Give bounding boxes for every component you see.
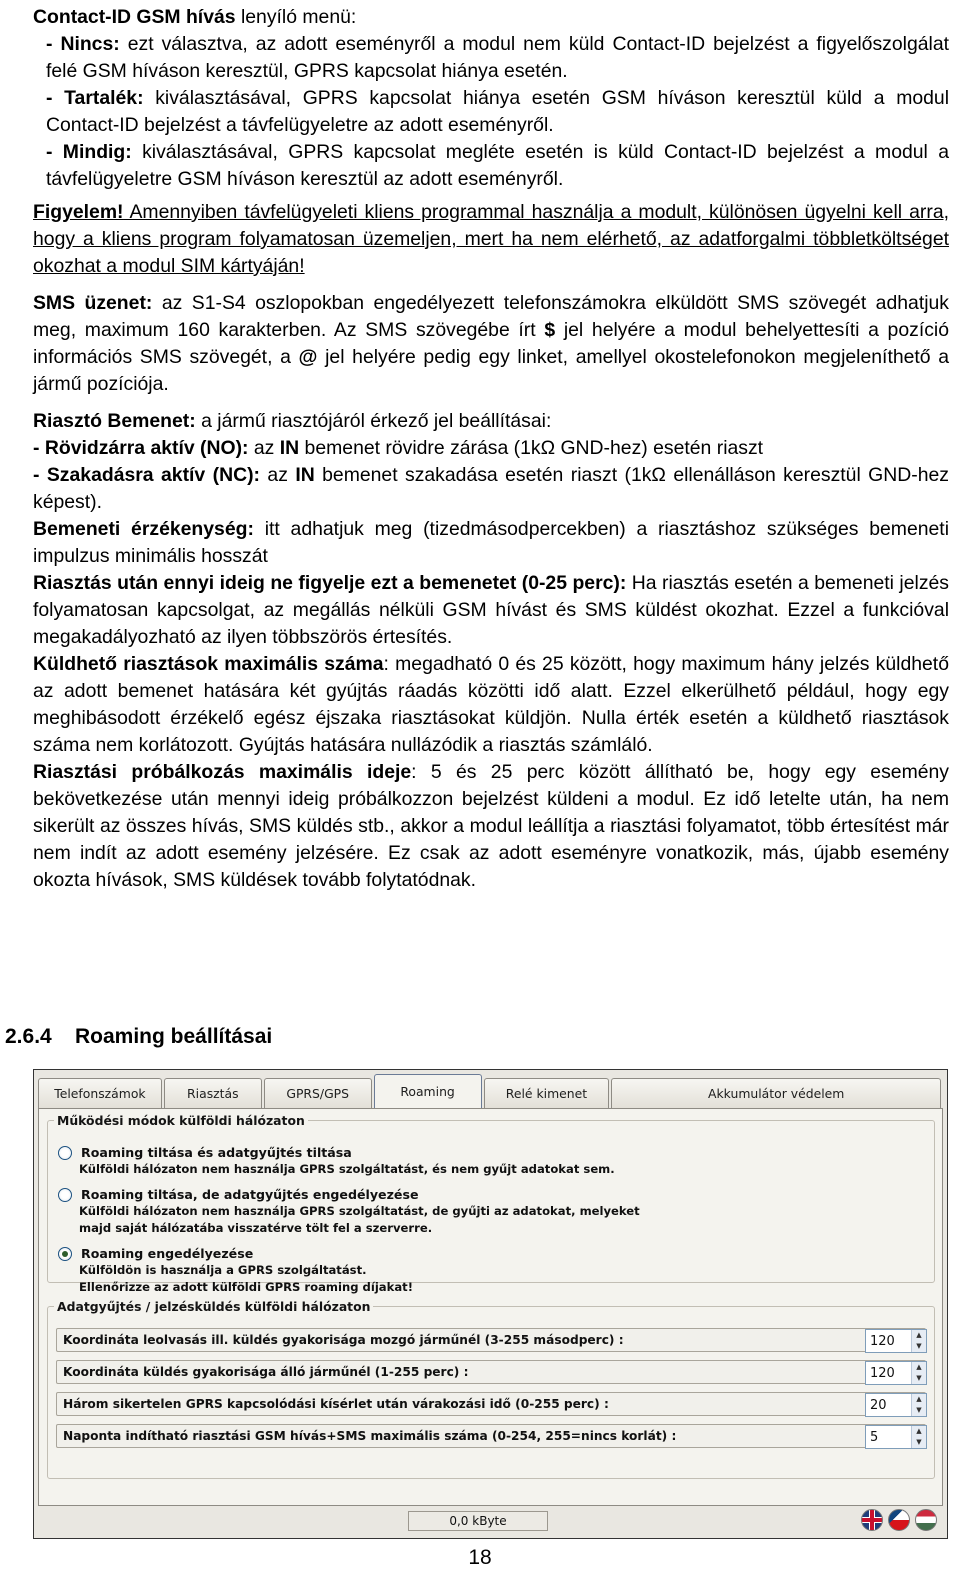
option-roaming-disabled-collect[interactable]: Roaming tiltása, de adatgyűjtés engedélyezése <box>58 1186 419 1203</box>
sms-paragraph: SMS üzenet: az S1-S4 oszlopokban engedélyezett telefonszámokra elküldött SMS szövegét adhatjuk meg, maximum 160 karakterben. Az SMS szövegébe írt $ jel helyére a modul behelyettesíti a pozíció információs SMS szövegét, a @ jel helyére pedig egy linket, amellyel okostelefonokon megjeleníthető a jármű pozíciója. <box>33 292 950 395</box>
roaming-panel <box>38 1108 943 1506</box>
max-time-paragraph: Riasztási próbálkozás maximális ideje: 5 és 25 perc között állítható be, hogy egy esemény bekövetkezése után mennyi ideig próbálkozzon bejelzést küldeni a modul. Ez idő letelte után, ha nem sikerült az összes hívás, SMS küldés stb., akkor a modul leállítja a riasztási folyamatot, több értesítést már nem indít az adott esemény jelzésére. Ez csak az adott eseményre vonatkozik, más, újabb esemény okozta hívások, SMS küldések tovább folytatódnak. <box>33 761 949 891</box>
document-body <box>33 4 949 894</box>
tab-gprs-gps[interactable]: GPRS/GPS <box>264 1078 372 1108</box>
riaszto-heading: Riasztó Bemenet: a jármű riasztójáról érkező jel beállításai: <box>33 410 552 432</box>
spin-up-icon[interactable]: ▲ <box>912 1362 926 1373</box>
tab-akkumulator-vedelem[interactable]: Akkumulátor védelem <box>611 1078 941 1108</box>
moving-interval-spinner[interactable]: 120 ▲ ▼ <box>865 1329 927 1353</box>
operating-modes-group <box>47 1113 935 1294</box>
section-heading <box>5 1025 272 1049</box>
option-roaming-enabled[interactable]: Roaming engedélyezése <box>58 1245 253 1262</box>
option-tartalek: - Tartalék: kiválasztásával, GPRS kapcsolat hiánya esetén GSM híváson keresztül küld a modul Contact-ID bejelzést a távfelügyeletre az adott eseményről. <box>46 87 950 136</box>
option-enabled-desc-1: Külföldön is használja a GPRS szolgáltatást. <box>79 1263 367 1277</box>
tab-bar <box>38 1074 943 1108</box>
option-nc: - Szakadásra aktív (NC): az IN bemenet szakadása esetén riaszt (1kΩ ellenálláson keresztül GND-hez képest). <box>33 464 949 513</box>
retry-wait-spinner[interactable]: 20 ▲ ▼ <box>865 1393 927 1417</box>
spin-up-icon[interactable]: ▲ <box>912 1330 926 1341</box>
section-number: 2.6.4 <box>5 1025 52 1048</box>
setting-daily-max-alarms: Naponta indítható riasztási GSM hívás+SMS maximális száma (0-254, 255=nincs korlát) : 5 ▲ ▼ <box>56 1424 926 1448</box>
flag-english-icon[interactable] <box>861 1509 883 1531</box>
ignore-paragraph: Riasztás után ennyi ideig ne figyelje ezt a bemenetet (0-25 perc): Ha riasztás esetén a bemeneti jelzés folyamatosan kapcsolgat, az megállás nélküli GSM hívást és SMS küldést okozhat. Ezzel a funkcióval megakadályozható az ilyen többszörös értesítés. <box>33 572 950 648</box>
roaming-settings-window <box>33 1069 948 1539</box>
tab-roaming[interactable]: Roaming <box>374 1074 482 1108</box>
max-alarms-paragraph: Küldhető riasztások maximális száma: megadható 0 és 25 között, hogy maximum hány jelzés küldhető az adott bemenet hatására két gyújtás ráadás közötti idő alatt. Ezzel elkerülhető például, hogy egy meghibásodott érzékelő egész éjszaka riasztásokat küldjön. Nulla érték esetén a küldhető riasztások száma nem korlátozott. Gyújtás hatására nullázódik a riasztás számláló. <box>33 653 949 756</box>
option-collect-desc-1: Külföldi hálózaton nem használja GPRS szolgáltatást, de gyűjti az adatokat, melyeket <box>79 1204 640 1218</box>
section-title: Roaming beállításai <box>75 1025 273 1048</box>
operating-modes-title: Működési módok külföldi hálózaton <box>57 1113 305 1128</box>
option-no: - Rövidzárra aktív (NO): az IN bemenet rövidre zárása (1kΩ GND-hez) esetén riaszt <box>33 437 764 459</box>
radio-icon[interactable] <box>58 1146 72 1160</box>
tab-telefonszamok[interactable]: Telefonszámok <box>38 1078 162 1108</box>
flag-hungarian-icon[interactable] <box>915 1509 937 1531</box>
contactid-heading: Contact-ID GSM hívás lenyíló menü: <box>33 6 357 28</box>
spin-up-icon[interactable]: ▲ <box>912 1426 926 1437</box>
option-roaming-disabled-desc: Külföldi hálózaton nem használja GPRS szolgáltatást, és nem gyűjt adatokat sem. <box>79 1162 615 1176</box>
daily-max-alarms-spinner[interactable]: 5 ▲ ▼ <box>865 1425 927 1449</box>
language-flags <box>861 1509 937 1531</box>
spin-up-icon[interactable]: ▲ <box>912 1394 926 1405</box>
spin-down-icon[interactable]: ▼ <box>912 1373 926 1384</box>
flag-czech-icon[interactable] <box>888 1509 910 1531</box>
parked-interval-spinner[interactable]: 120 ▲ ▼ <box>865 1361 927 1385</box>
option-collect-desc-2: majd saját hálózatába visszatérve tölt fel a szerverre. <box>79 1221 433 1235</box>
radio-selected-icon[interactable] <box>58 1247 72 1261</box>
tab-riasztas[interactable]: Riasztás <box>164 1078 262 1108</box>
option-mindig: - Mindig: kiválasztásával, GPRS kapcsolat megléte esetén is küld Contact-ID bejelzést a modul a távfelügyeletre GSM híváson keresztül az adott eseményről. <box>46 141 949 190</box>
setting-retry-wait: Három sikertelen GPRS kapcsolódási kísérlet után várakozási idő (0-255 perc) : 20 ▲ ▼ <box>56 1392 926 1416</box>
sensitivity-paragraph: Bemeneti érzékenység: itt adhatjuk meg (tizedmásodpercekben) a riasztáshoz szükséges bemeneti impulzus minimális hosszát <box>33 518 950 567</box>
spin-down-icon[interactable]: ▼ <box>912 1341 926 1352</box>
page-number: 18 <box>468 1546 492 1569</box>
setting-parked-interval: Koordináta küldés gyakorisága álló járműnél (1-255 perc) : 120 ▲ ▼ <box>56 1360 926 1384</box>
data-collection-title: Adatgyűjtés / jelzésküldés külföldi hálózaton <box>57 1299 371 1314</box>
option-nincs: - Nincs: ezt választva, az adott eseményről a modul nem küld Contact-ID bejelzést a figyelőszolgálat felé GSM híváson keresztül, GPRS kapcsolat hiánya esetén. <box>46 33 949 82</box>
spin-down-icon[interactable]: ▼ <box>912 1405 926 1416</box>
option-roaming-disabled[interactable]: Roaming tiltása és adatgyűjtés tiltása <box>58 1144 352 1161</box>
option-enabled-desc-2: Ellenőrizze az adott külföldi GPRS roaming díjakat! <box>79 1280 413 1294</box>
data-size-field: 0,0 kByte <box>408 1511 548 1531</box>
setting-moving-interval: Koordináta leolvasás ill. küldés gyakorisága mozgó járműnél (3-255 másodperc) : 120 ▲ ▼ <box>56 1328 926 1352</box>
radio-icon[interactable] <box>58 1188 72 1202</box>
data-collection-group <box>47 1299 935 1479</box>
warning-paragraph: Figyelem! Amennyiben távfelügyeleti kliens programmal használja a modult, különösen ügyelni kell arra, hogy a kliens program folyamatosan üzemeljen, mert ha nem elérhető, az adatforgalmi többletköltséget okozhat a modul SIM kártyáján! <box>33 201 949 277</box>
tab-rele-kimenet[interactable]: Relé kimenet <box>484 1078 610 1108</box>
spin-down-icon[interactable]: ▼ <box>912 1437 926 1448</box>
status-bar <box>38 1508 943 1534</box>
